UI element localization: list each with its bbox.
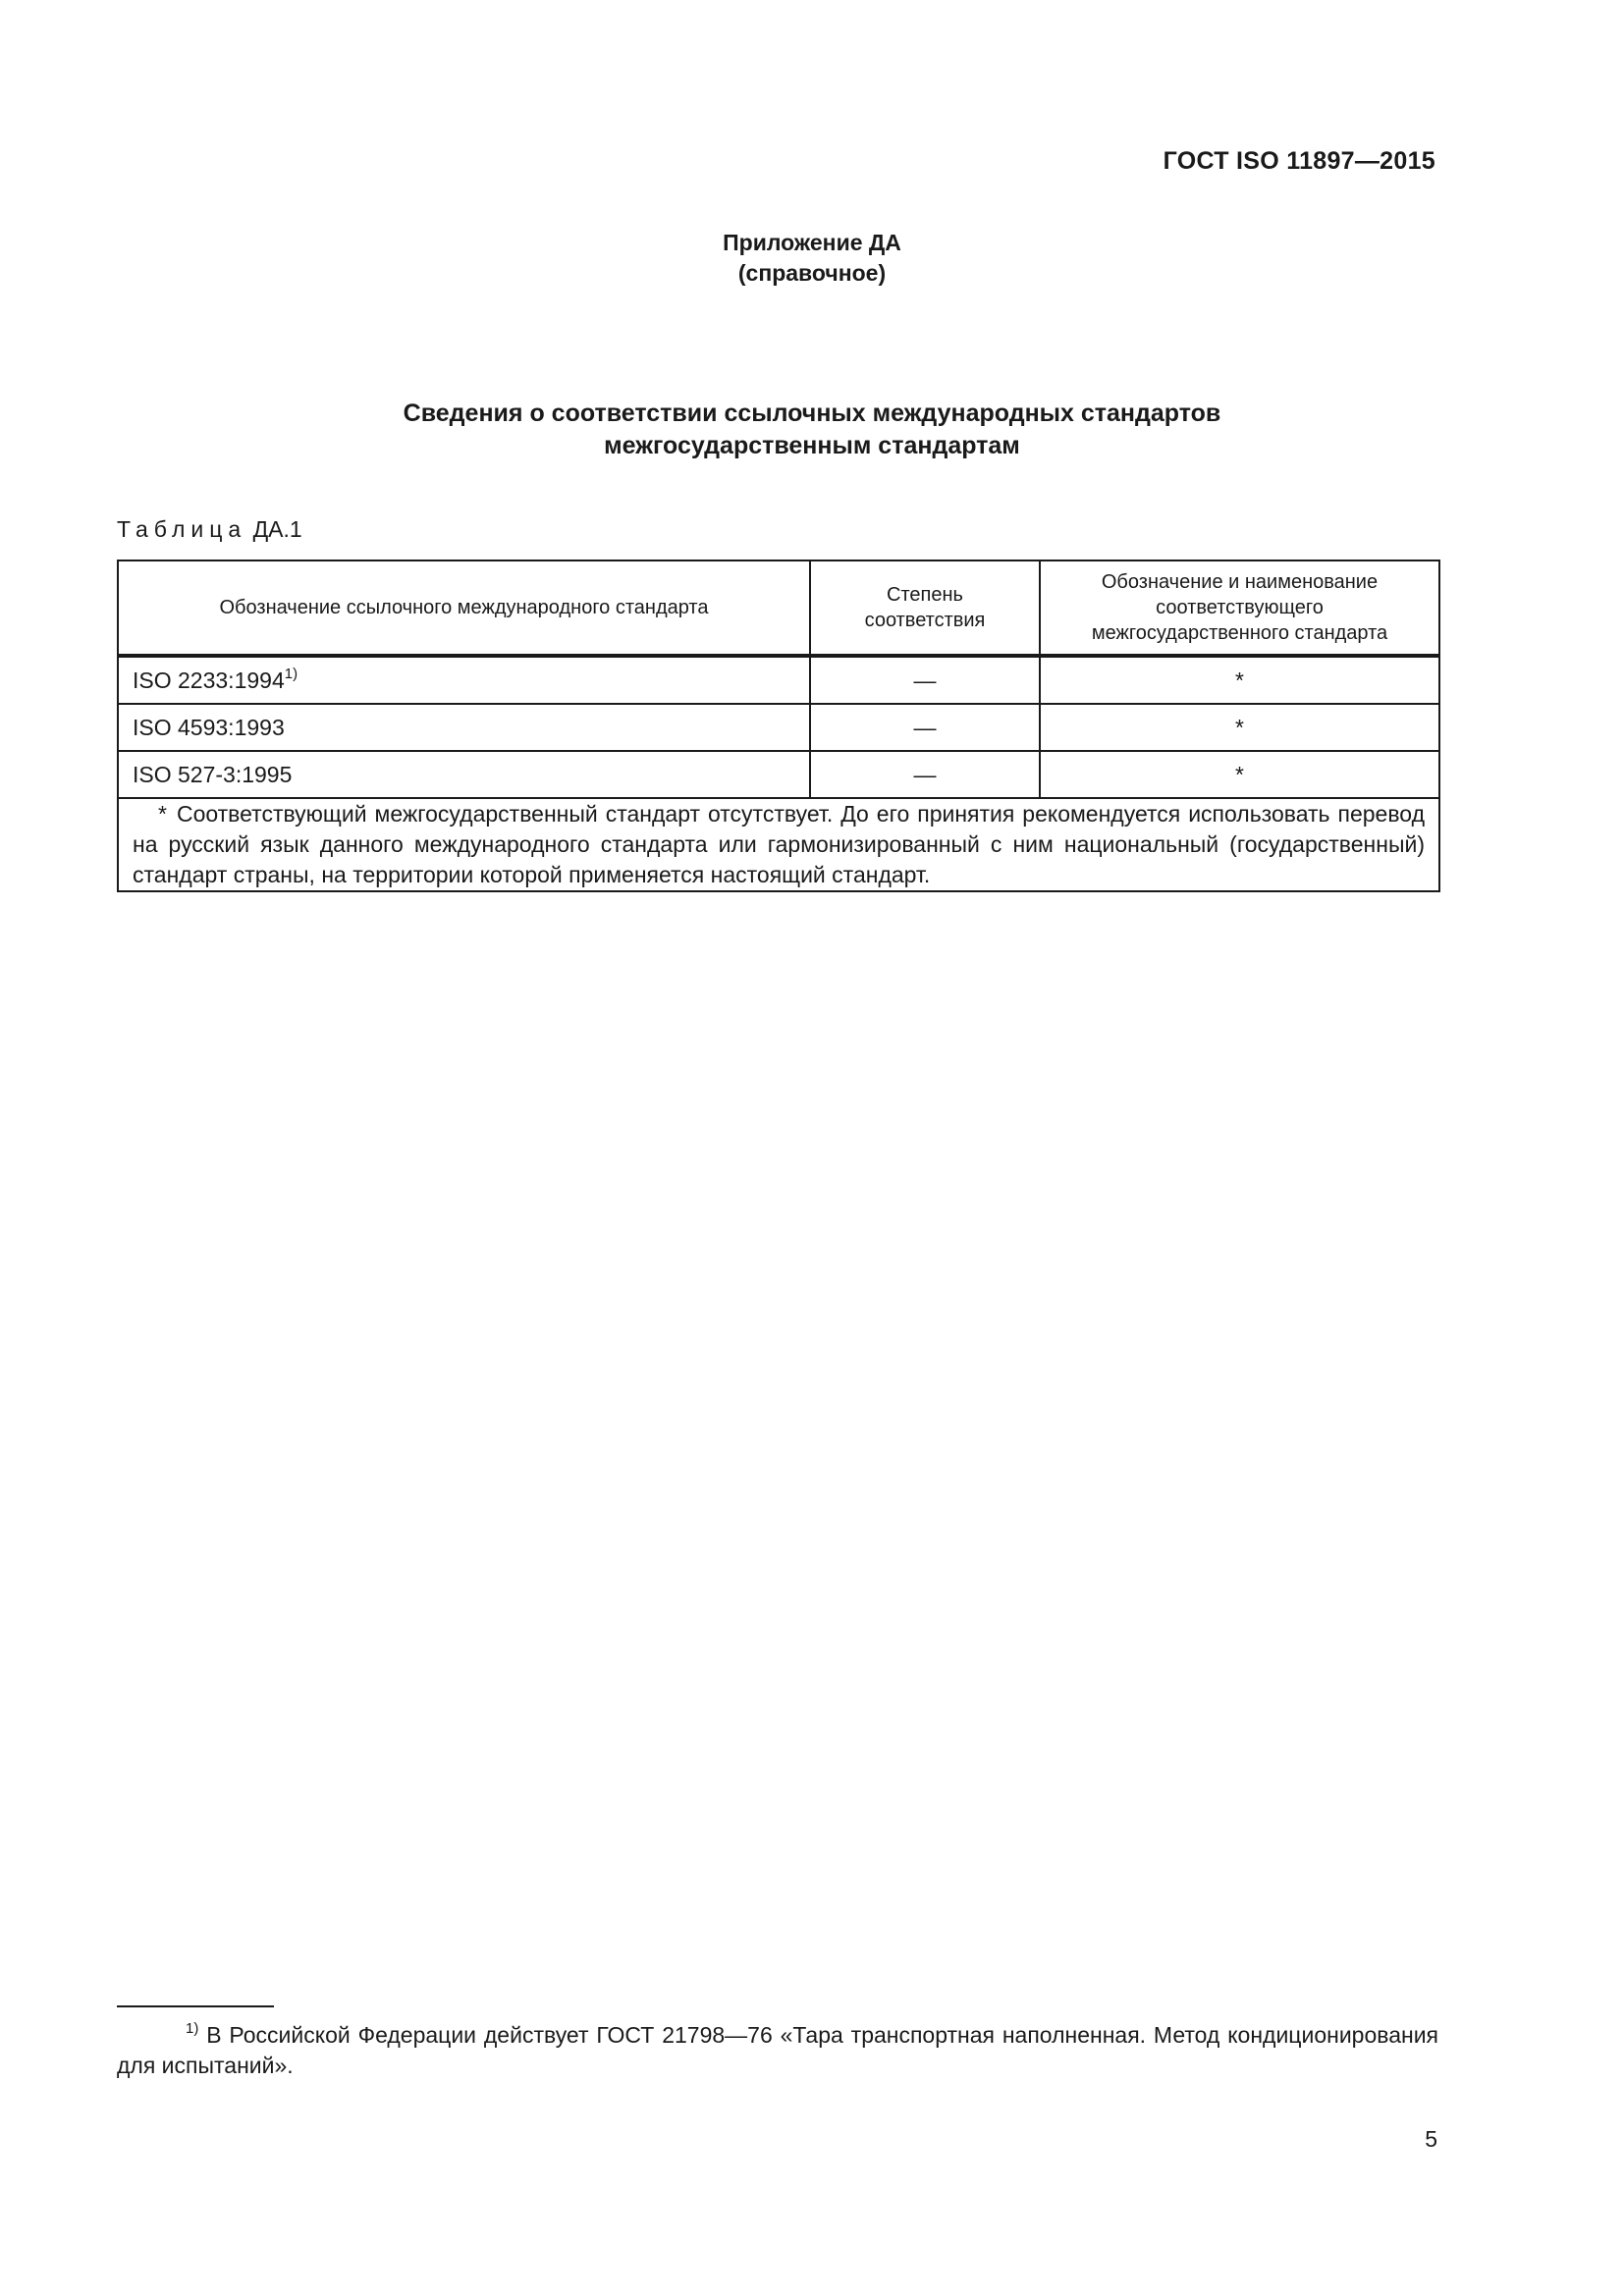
footnote-mark: 1) bbox=[186, 2020, 199, 2037]
section-title bbox=[0, 398, 1624, 462]
table-note-text: Соответствующий межгосударственный стандарт отсутствует. До его принятия рекомендуется использовать перевод на русский язык данного международного стандарта или гармонизированный с ним национальный (государственный) стандарт страны, на территории которой применяется настоящий стандарт. bbox=[133, 801, 1425, 887]
table-note-mark: * bbox=[158, 801, 167, 827]
table-label-number: ДА.1 bbox=[252, 516, 302, 542]
document-designation: ГОСТ ISO 11897—2015 bbox=[1163, 147, 1435, 175]
page-number: 5 bbox=[1425, 2126, 1437, 2152]
cell-standard bbox=[118, 704, 810, 751]
cell-interstate-standard: * bbox=[1040, 704, 1439, 751]
table-label bbox=[117, 516, 302, 543]
standard-code: ISO 527-3:1995 bbox=[133, 761, 293, 787]
table-row bbox=[118, 751, 1439, 798]
standards-correspondence-table bbox=[117, 560, 1440, 892]
table-row bbox=[118, 656, 1439, 704]
header-degree-of-correspondence: Степень соответствия bbox=[810, 561, 1040, 656]
standard-code: ISO 4593:1993 bbox=[133, 714, 285, 740]
cell-degree: — bbox=[810, 751, 1040, 798]
appendix-heading bbox=[0, 228, 1624, 289]
cell-degree: — bbox=[810, 704, 1040, 751]
footnote-reference: 1) bbox=[284, 665, 298, 682]
appendix-kind: (справочное) bbox=[737, 260, 887, 286]
cell-degree: — bbox=[810, 656, 1040, 704]
table-label-word: Таблица bbox=[117, 516, 247, 542]
appendix-title: Приложение ДА bbox=[723, 230, 901, 255]
cell-standard bbox=[118, 656, 810, 704]
table-note-row bbox=[118, 798, 1439, 891]
footnote bbox=[117, 2020, 1438, 2081]
footnote-text: В Российской Федерации действует ГОСТ 21798—76 «Тара транспортная наполненная. Метод кондиционирования для испытаний». bbox=[117, 2022, 1439, 2078]
section-title-line-1: Сведения о соответствии ссылочных международных стандартов bbox=[403, 400, 1221, 427]
header-international-standard: Обозначение ссылочного международного стандарта bbox=[118, 561, 810, 656]
table-note bbox=[118, 798, 1439, 891]
table-row bbox=[118, 704, 1439, 751]
cell-interstate-standard: * bbox=[1040, 751, 1439, 798]
cell-interstate-standard: * bbox=[1040, 656, 1439, 704]
footnote-separator bbox=[117, 2005, 274, 2007]
cell-standard bbox=[118, 751, 810, 798]
section-title-line-2: межгосударственным стандартам bbox=[604, 432, 1020, 459]
standard-code: ISO 2233:1994 bbox=[133, 667, 285, 693]
header-interstate-standard: Обозначение и наименование соответствующего межгосударственного стандарта bbox=[1040, 561, 1439, 656]
table-header-row bbox=[118, 561, 1439, 656]
